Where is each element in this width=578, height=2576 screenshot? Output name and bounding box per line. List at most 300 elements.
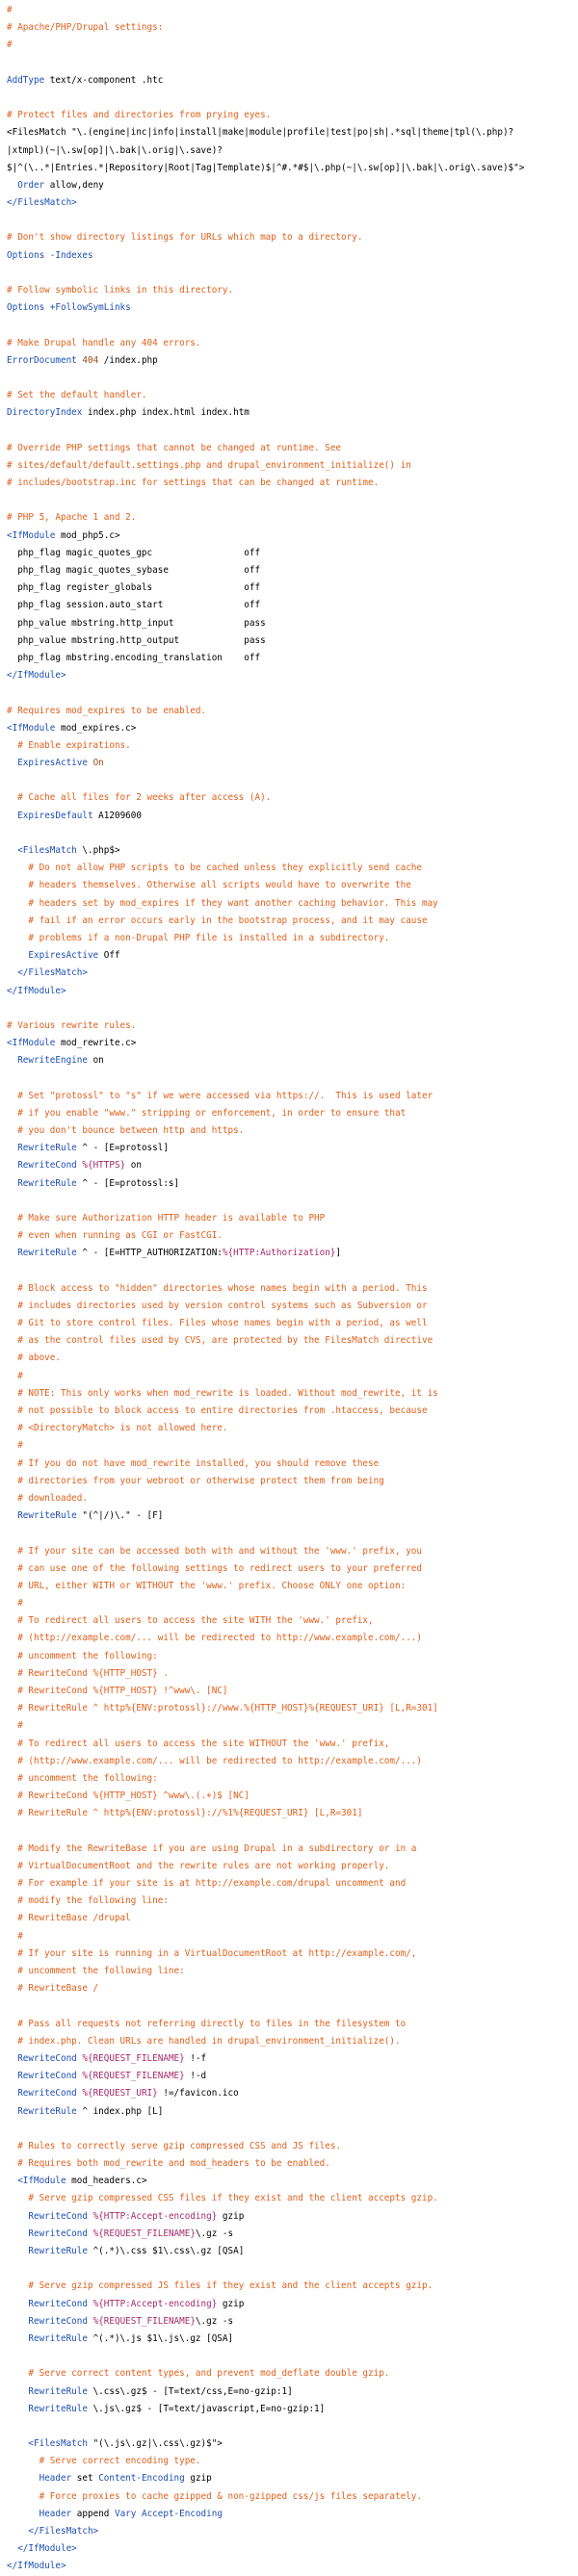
code-line	[7, 2453, 575, 2470]
code-line	[7, 387, 575, 404]
code-line	[7, 1368, 575, 1385]
code-line	[7, 2296, 575, 2313]
code-line	[7, 913, 575, 930]
code-comment: # (http://example.com/... will be redirected to http://www.example.com/...)	[7, 1633, 422, 1644]
code-line	[7, 212, 575, 229]
code-text: \.gz -s	[195, 2315, 234, 2327]
code-comment: # If your site is running in a VirtualDocumentRoot at http://example.com/,	[7, 1947, 417, 1959]
code-comment: # RewriteBase /	[7, 1983, 99, 1995]
code-line	[7, 107, 575, 124]
code-line	[7, 1455, 575, 1473]
code-line	[7, 1018, 575, 1035]
code-variable: %{HTTP:Accept-encoding}	[92, 2298, 218, 2309]
code-line	[7, 265, 575, 282]
code-comment: # URL, either WITH or WITHOUT the 'www.' prefix. Choose ONLY one option:	[7, 1580, 407, 1591]
code-line	[7, 19, 575, 37]
code-text: php_flag magic_quotes_sybase off	[7, 565, 261, 576]
code-line	[7, 1473, 575, 1490]
code-comment: # Modify the RewriteBase if you are using Drupal in a subdirectory or in a	[7, 1842, 417, 1854]
code-line	[7, 1770, 575, 1788]
code-text: set	[71, 2473, 99, 2485]
code-text: php_flag magic_quotes_gpc off	[7, 547, 261, 558]
code-directive: </FilesMatch>	[17, 967, 88, 979]
code-directive: <IfModule	[7, 722, 56, 734]
code-line	[7, 2173, 575, 2190]
code-comment: #	[7, 5, 13, 15]
code-line	[7, 2050, 575, 2068]
code-text: ^(.*)\.js $1\.js\.gz [QSA]	[87, 2332, 234, 2344]
code-directive: RewriteRule	[28, 2246, 88, 2256]
code-text	[7, 811, 17, 821]
code-comment: # headers set by mod_expires if they want another caching behavior. This may	[7, 897, 438, 909]
code-comment: # PHP 5, Apache 1 and 2.	[7, 512, 137, 524]
code-line	[7, 142, 575, 160]
code-variable: %{REQUEST_FILENAME}	[92, 2228, 196, 2239]
code-line	[7, 440, 575, 457]
code-text	[7, 2404, 28, 2414]
code-comment: # you don't bounce between http and https.	[7, 1125, 245, 1136]
code-text: \.gz -s	[195, 2228, 234, 2239]
code-line	[7, 2401, 575, 2418]
code-comment: # if you enable "www." stripping or enforcement, in order to ensure that	[7, 1107, 407, 1119]
code-comment: # To redirect all users to access the site WITH the 'www.' prefix,	[7, 1615, 374, 1627]
code-text: ^ index.php [L]	[76, 2105, 164, 2117]
code-line	[7, 1420, 575, 1437]
code-comment: # If your site can be accessed both with and without the 'www.' prefix, you	[7, 1545, 422, 1557]
code-text	[7, 950, 28, 961]
code-comment: #	[7, 1930, 23, 1942]
code-line	[7, 1227, 575, 1245]
code-comment: # directories from your webroot or otherwise protect them from being	[7, 1475, 384, 1486]
code-directive: </FilesMatch>	[28, 2526, 99, 2537]
code-directive: RewriteCond	[17, 2088, 77, 2099]
code-line	[7, 2540, 575, 2558]
code-directive: RewriteCond	[17, 2071, 77, 2082]
code-comment: # (http://www.example.com/... will be redirected to http://example.com/...)	[7, 1755, 422, 1766]
code-text: php_flag mbstring.encoding_translation off	[7, 652, 261, 663]
code-line	[7, 1280, 575, 1298]
code-line	[7, 2506, 575, 2523]
code-directive: <FilesMatch	[28, 2438, 88, 2450]
code-line	[7, 965, 575, 982]
code-line	[7, 1385, 575, 1403]
code-line	[7, 160, 575, 177]
code-comment: # RewriteRule ^ http%{ENV:protossl}://www.%{HTTP_HOST}%{REQUEST_URI} [L,R=301]	[7, 1703, 438, 1714]
code-directive: RewriteCond	[28, 2298, 88, 2309]
code-line	[7, 492, 575, 509]
code-line	[7, 1630, 575, 1647]
code-line	[7, 2558, 575, 2575]
code-line	[7, 1210, 575, 1227]
code-text: php_flag session.auto_start off	[7, 600, 261, 611]
code-line	[7, 335, 575, 352]
code-line	[7, 2418, 575, 2435]
code-line	[7, 2435, 575, 2453]
code-comment: # Apache/PHP/Drupal settings:	[7, 22, 164, 34]
code-line	[7, 562, 575, 580]
code-line	[7, 2243, 575, 2260]
code-text: /index.php	[98, 354, 158, 366]
code-line	[7, 1122, 575, 1140]
code-comment: # Do not allow PHP scripts to be cached unless they explicitly send cache	[7, 863, 422, 874]
code-line	[7, 2260, 575, 2278]
code-line	[7, 528, 575, 545]
code-directive: Options	[7, 249, 45, 261]
code-line	[7, 2016, 575, 2033]
code-comment: # can use one of the following settings to redirect users to your preferred	[7, 1562, 422, 1574]
code-text: php_flag register_globals off	[7, 582, 261, 594]
code-directive: RewriteRule	[17, 1143, 77, 1154]
code-text: on	[87, 1055, 104, 1067]
code-comment: # Serve gzip compressed JS files if they exist and the client accepts gzip.	[7, 2280, 434, 2292]
code-line	[7, 1648, 575, 1665]
code-line	[7, 2085, 575, 2102]
code-directive: Content-Encoding	[98, 2473, 185, 2485]
code-directive: Header	[39, 2473, 72, 2485]
code-comment: # Don't show directory listings for URLs which map to a directory.	[7, 232, 363, 244]
code-directive: </IfModule>	[7, 985, 66, 996]
code-comment: # RewriteBase /drupal	[7, 1913, 131, 1924]
code-text	[7, 2386, 28, 2397]
code-line	[7, 229, 575, 246]
code-text: mod_php5.c>	[55, 529, 120, 541]
code-line	[7, 352, 575, 370]
code-comment: #	[7, 1598, 23, 1610]
code-text: mod_rewrite.c>	[55, 1038, 137, 1049]
code-directive: RewriteRule	[28, 2385, 88, 2397]
code-line	[7, 667, 575, 684]
code-line	[7, 1245, 575, 1262]
code-comment: # includes/bootstrap.inc for settings that can be changed at runtime.	[7, 477, 380, 489]
code-directive: Order	[17, 179, 45, 191]
code-line	[7, 703, 575, 720]
code-comment: # Force proxies to cache gzipped & non-gzipped css/js files separately.	[7, 2490, 422, 2502]
code-text: |xtmpl)(~|\.sw[op]|\.bak|\.orig|\.save)?	[7, 144, 223, 156]
code-line	[7, 1928, 575, 1945]
code-text: php_value mbstring.http_output pass	[7, 634, 266, 646]
code-text: !-d	[184, 2071, 207, 2082]
code-comment: # downloaded.	[7, 1492, 88, 1504]
code-variable: %{REQUEST_FILENAME}	[82, 2052, 185, 2064]
code-comment: # index.php. Clean URLs are handled in drupal_environment_initialize().	[7, 2035, 401, 2047]
code-line	[7, 545, 575, 562]
code-comment: # Serve correct content types, and prevent mod_deflate double gzip.	[7, 2368, 390, 2380]
code-comment: # RewriteCond %{HTTP_HOST} !^www\. [NC]	[7, 1686, 228, 1696]
code-text: "(\.js\.gz|\.css\.gz)$">	[87, 2438, 223, 2450]
code-comment: # Make sure Authorization HTTP header is available to PHP	[7, 1212, 326, 1224]
code-comment: # NOTE: This only works when mod_rewrite is loaded. Without mod_rewrite, it is	[7, 1387, 438, 1399]
code-directive: RewriteRule	[28, 2403, 88, 2414]
code-text	[7, 2053, 17, 2064]
code-line	[7, 2348, 575, 2365]
code-line	[7, 2, 575, 19]
code-line	[7, 90, 575, 107]
code-comment: # If you do not have mod_rewrite installed, you should remove these	[7, 1457, 380, 1469]
code-variable: %{HTTP:Accept-encoding}	[92, 2210, 218, 2222]
code-text: gzip	[217, 2210, 245, 2222]
code-directive: DirectoryIndex	[7, 407, 83, 419]
code-line	[7, 1700, 575, 1717]
code-line	[7, 177, 575, 194]
code-line	[7, 1315, 575, 1332]
code-comment: # headers themselves. Otherwise all scripts would have to overwrite the	[7, 880, 411, 891]
code-text	[7, 2543, 17, 2554]
code-directive: <IfModule	[7, 1038, 56, 1049]
code-line	[7, 299, 575, 317]
code-line	[7, 772, 575, 789]
code-line	[7, 2190, 575, 2207]
code-line	[7, 1193, 575, 1210]
code-directive: Accept-Encoding	[141, 2508, 223, 2519]
code-comment: # Follow symbolic links in this directory.	[7, 285, 234, 296]
code-comment: # Serve correct encoding type.	[7, 2456, 201, 2467]
code-comment: # RewriteRule ^ http%{ENV:protossl}://%1%{REQUEST_URI} [L,R=301]	[7, 1808, 363, 1819]
code-comment: # uncomment the following line:	[7, 1966, 185, 1976]
code-comment: # even when running as CGI or FastCGI.	[7, 1230, 223, 1242]
code-text: ^ - [E=protossl]	[76, 1143, 169, 1154]
code-line	[7, 457, 575, 475]
code-directive: ExpiresActive	[28, 950, 99, 962]
code-comment: # Requires mod_expires to be enabled.	[7, 705, 207, 716]
code-line	[7, 1035, 575, 1052]
code-comment: # above.	[7, 1352, 61, 1364]
code-text	[7, 1160, 17, 1171]
code-line	[7, 1157, 575, 1174]
code-text: !=/favicon.ico	[157, 2088, 239, 2099]
code-line	[7, 1717, 575, 1735]
code-text: allow,deny	[44, 179, 104, 191]
code-line	[7, 475, 575, 492]
code-directive: RewriteRule	[28, 2332, 88, 2344]
code-line	[7, 1578, 575, 1595]
code-line	[7, 2365, 575, 2383]
code-line	[7, 1805, 575, 1822]
code-line	[7, 1858, 575, 1875]
code-text	[7, 2299, 28, 2309]
code-line	[7, 2155, 575, 2173]
code-comment: # Block access to "hidden" directories whose names begin with a period. This	[7, 1282, 428, 1294]
code-text: ^ - [E=HTTP_AUTHORIZATION:	[76, 1248, 223, 1259]
code-text	[7, 2088, 17, 2099]
code-directive: ErrorDocument	[7, 354, 77, 366]
code-text: ]	[335, 1248, 342, 1259]
code-line	[7, 2226, 575, 2243]
code-line	[7, 1263, 575, 1280]
code-line	[7, 509, 575, 527]
code-line	[7, 1140, 575, 1157]
code-text	[7, 2211, 28, 2222]
code-comment: # includes directories used by version control systems such as Subversion or	[7, 1300, 428, 1311]
code-directive: RewriteCond	[17, 1160, 77, 1172]
code-line	[7, 37, 575, 54]
code-directive: Header	[39, 2508, 72, 2519]
code-line	[7, 317, 575, 334]
code-comment: # For example if your site is at http://example.com/drupal uncomment and	[7, 1878, 407, 1890]
code-text: mod_expires.c>	[55, 722, 137, 734]
code-text	[7, 758, 17, 768]
code-line	[7, 1875, 575, 1893]
code-comment: # uncomment the following:	[7, 1772, 158, 1784]
code-line	[7, 1893, 575, 1910]
code-variable: %{HTTPS}	[82, 1160, 126, 1172]
code-directive: <IfModule	[17, 2176, 66, 2187]
code-line	[7, 720, 575, 737]
code-variable: %{REQUEST_FILENAME}	[92, 2315, 196, 2327]
code-text: ^(.*)\.css $1\.css\.gz [QSA]	[87, 2246, 245, 2256]
code-text: "(^|/)\." - [F]	[76, 1510, 164, 1522]
code-directive: RewriteCond	[28, 2228, 88, 2239]
code-line	[7, 370, 575, 387]
code-text: \.js\.gz$ - [T=text/javascript,E=no-gzip:1]	[87, 2403, 326, 2414]
code-line	[7, 1403, 575, 1420]
code-directive: AddType	[7, 74, 45, 86]
code-comment: # sites/default/default.settings.php and drupal_environment_initialize() in	[7, 459, 411, 471]
code-text: php_value mbstring.http_input pass	[7, 617, 266, 629]
code-line	[7, 1069, 575, 1087]
code-comment: # Various rewrite rules.	[7, 1019, 137, 1031]
code-text	[7, 1510, 17, 1521]
code-line	[7, 842, 575, 860]
code-text	[7, 967, 17, 978]
code-comment: # Protect files and directories from prying eyes.	[7, 110, 272, 121]
code-line	[7, 1000, 575, 1018]
code-comment: # Override PHP settings that cannot be changed at runtime. See	[7, 442, 342, 453]
code-line	[7, 2523, 575, 2540]
code-text: \.css\.gz$ - [T=text/css,E=no-gzip:1]	[87, 2385, 293, 2397]
code-line	[7, 2208, 575, 2226]
code-line	[7, 1945, 575, 1963]
code-line	[7, 1175, 575, 1193]
htaccess-code-view	[7, 2, 575, 2576]
code-line	[7, 423, 575, 440]
code-line	[7, 789, 575, 807]
code-comment: # not possible to block access to entire directories from .htaccess, because	[7, 1405, 428, 1416]
code-line	[7, 1980, 575, 1997]
code-line	[7, 825, 575, 842]
code-directive: -Indexes	[49, 249, 93, 261]
code-directive: RewriteRule	[17, 1177, 77, 1189]
code-line	[7, 737, 575, 755]
code-directive: </IfModule>	[7, 670, 66, 682]
code-directive: RewriteCond	[28, 2210, 88, 2222]
code-text: append	[71, 2508, 115, 2519]
code-comment: # Rules to correctly serve gzip compressed CSS and JS files.	[7, 2140, 342, 2151]
code-comment: # RewriteCond %{HTTP_HOST} ^www\.(.+)$ [NC]	[7, 1790, 250, 1802]
code-directive: <FilesMatch	[17, 845, 77, 856]
code-text: <FilesMatch "\.(engine|inc|info|install|make|module|profile|test|po|sh|.*sql|theme|tpl(\.php)?	[7, 127, 514, 139]
code-comment: # <DirectoryMatch> is not allowed here.	[7, 1423, 228, 1434]
code-text	[7, 2228, 28, 2239]
code-number: On	[92, 758, 104, 769]
code-text: !-f	[184, 2052, 207, 2064]
code-comment: # Git to store control files. Files whose names begin with a period, as well	[7, 1318, 428, 1329]
code-line	[7, 1105, 575, 1122]
code-comment: # Serve gzip compressed CSS files if they exist and the client accepts gzip.	[7, 2193, 438, 2204]
code-number: 404	[82, 354, 99, 366]
code-text	[7, 2509, 39, 2519]
code-line	[7, 1088, 575, 1105]
code-directive: </FilesMatch>	[7, 197, 77, 209]
code-text: mod_headers.c>	[66, 2176, 147, 2187]
code-comment: # problems if a non-Drupal PHP file is installed in a subdirectory.	[7, 932, 390, 943]
code-comment: # VirtualDocumentRoot and the rewrite rules are not working properly.	[7, 1860, 390, 1871]
code-directive: <IfModule	[7, 529, 56, 541]
code-line	[7, 2331, 575, 2348]
code-text	[7, 1055, 17, 1066]
code-line	[7, 650, 575, 667]
code-text: $|^(\..*|Entries.*|Repository|Root|Tag|Template)$|^#.*#$|\.php(~|\.sw[op]|\.bak|\.orig\.save)$">	[7, 162, 525, 173]
code-text: gzip	[217, 2298, 245, 2309]
code-comment: # Requires both mod_rewrite and mod_headers to be enabled.	[7, 2158, 330, 2170]
code-comment: # Cache all files for 2 weeks after access (A).	[7, 792, 272, 804]
code-line	[7, 930, 575, 947]
code-variable: %{REQUEST_URI}	[82, 2088, 158, 2099]
code-line	[7, 282, 575, 299]
code-line	[7, 632, 575, 650]
code-comment: # Set "protossl" to "s" if we were accessed via https://. This is used later	[7, 1090, 434, 1101]
code-comment: # as the control files used by CVS, are protected by the FilesMatch directive	[7, 1335, 434, 1347]
code-text	[7, 1248, 17, 1258]
code-line	[7, 877, 575, 894]
code-variable: %{REQUEST_FILENAME}	[82, 2071, 185, 2082]
code-line	[7, 1332, 575, 1350]
code-line	[7, 1841, 575, 1858]
code-line	[7, 2278, 575, 2295]
code-comment: # Make Drupal handle any 404 errors.	[7, 337, 201, 348]
code-line	[7, 1437, 575, 1455]
code-line	[7, 247, 575, 265]
code-directive: RewriteRule	[17, 1248, 77, 1259]
code-text	[7, 2316, 28, 2327]
code-directive: </IfModule>	[7, 2561, 66, 2572]
code-line	[7, 1753, 575, 1770]
code-text	[7, 845, 17, 856]
code-comment: # Pass all requests not referring directly to files in the filesystem to	[7, 2018, 407, 2029]
code-line	[7, 2033, 575, 2050]
code-line	[7, 755, 575, 772]
code-line	[7, 2138, 575, 2155]
code-text: gzip	[184, 2473, 212, 2485]
code-comment: #	[7, 1370, 23, 1381]
code-line	[7, 1595, 575, 1612]
code-line	[7, 1910, 575, 1927]
code-text: text/x-component .htc	[44, 74, 164, 86]
code-line	[7, 1788, 575, 1805]
code-text	[7, 2071, 17, 2081]
code-text: on	[125, 1160, 142, 1172]
code-text	[7, 180, 17, 191]
code-line	[7, 1963, 575, 1980]
code-comment: #	[7, 1720, 23, 1732]
code-text	[7, 2106, 17, 2117]
code-line	[7, 983, 575, 1000]
code-line	[7, 895, 575, 913]
code-directive: ExpiresDefault	[17, 810, 93, 821]
code-line	[7, 1507, 575, 1525]
code-comment: # To redirect all users to access the site WITHOUT the 'www.' prefix,	[7, 1738, 390, 1749]
code-comment: # uncomment the following:	[7, 1650, 158, 1662]
code-line	[7, 1997, 575, 2015]
code-directive: Options	[7, 302, 45, 314]
code-variable: %{HTTP:Authorization}	[222, 1248, 336, 1259]
code-directive: RewriteCond	[17, 2052, 77, 2064]
code-line	[7, 1298, 575, 1315]
code-line	[7, 2383, 575, 2401]
code-text: ^ - [E=protossl:s]	[76, 1177, 180, 1189]
code-line	[7, 1052, 575, 1069]
code-text	[7, 1143, 17, 1153]
code-directive: RewriteRule	[17, 2105, 77, 2117]
